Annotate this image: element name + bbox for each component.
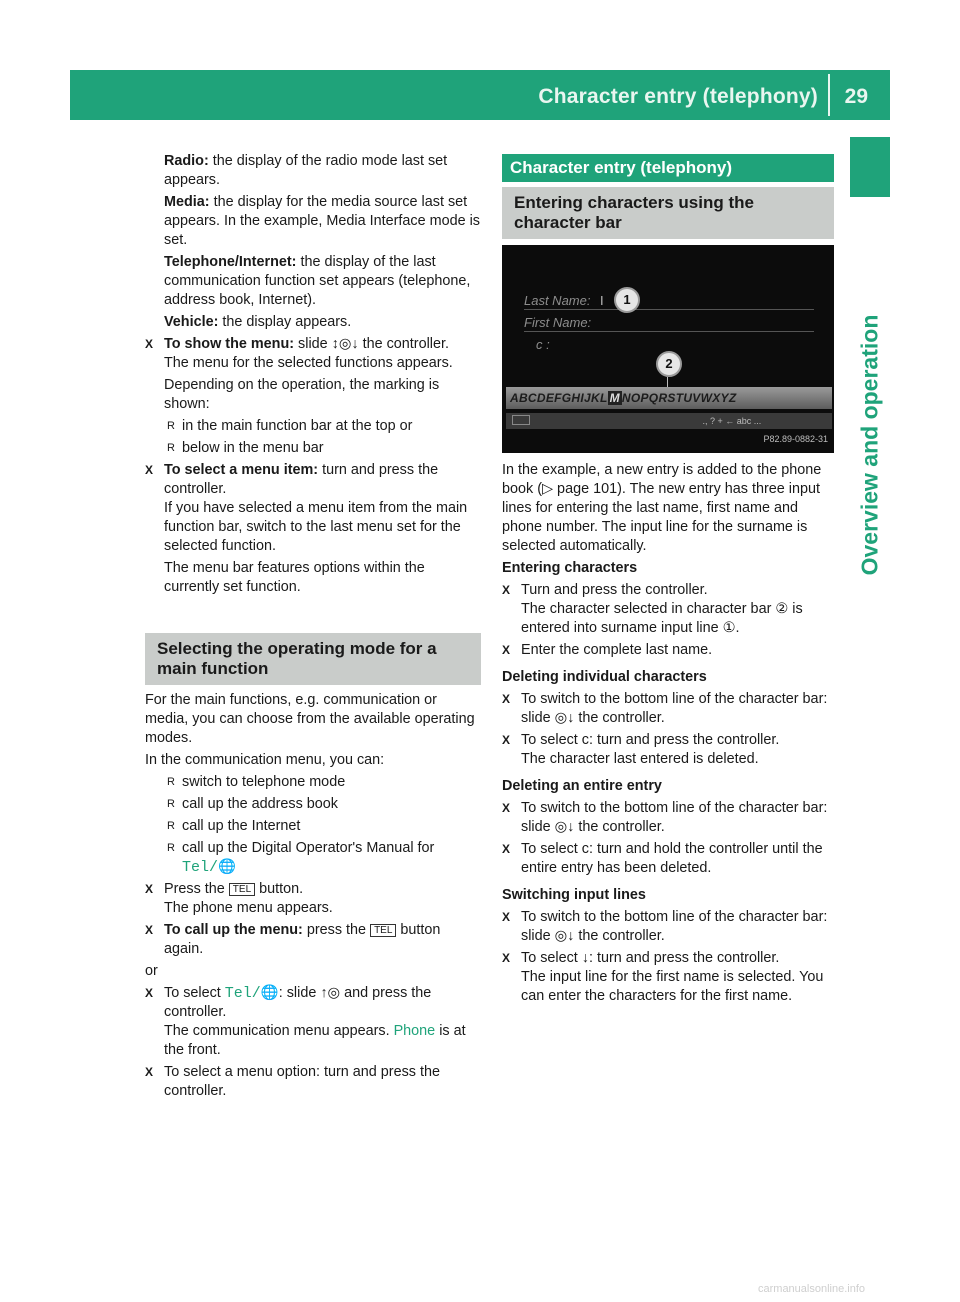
bullet-icon: R [167, 798, 175, 810]
list-item: R call up the address book [167, 796, 338, 812]
telephone-para: Telephone/Internet: the display of the last communication function set appears (telephone, address book, Internet). [164, 254, 471, 308]
character-bar: ABCDEFGHIJKL M NOPQRSTUVWXYZ [506, 387, 832, 409]
globe-icon: 🌐 [218, 859, 236, 875]
step: X To select c: turn and hold the controller until the entire entry has been deleted. [502, 841, 823, 876]
bullet-icon: R [167, 842, 175, 854]
tel-key-icon: TEL [229, 883, 255, 896]
list-item: R below in the menu bar [167, 440, 324, 456]
step-marker-icon: X [145, 1065, 154, 1079]
step: X To switch to the bottom line of the character bar: slide ◎↓ the controller. [502, 909, 828, 944]
bullet-icon: R [167, 442, 175, 454]
left-column [145, 152, 481, 1104]
step-select-option: X To select a menu option: turn and press the controller. [145, 1064, 440, 1099]
step-note: The menu bar features options within the currently set function. [164, 560, 425, 595]
phone-label: c : [536, 337, 550, 352]
step-select-menu-item: X To select a menu item: turn and press the controller. If you have selected a menu item from the main function bar, switch to the last menu set for the selected function. The menu bar features options within the currently set function. [145, 461, 481, 597]
vehicle-para: Vehicle: the display appears. [164, 314, 352, 330]
step-note: Depending on the operation, the marking is shown: [164, 377, 440, 412]
paragraph: In the example, a new entry is added to the phone book (▷ page 101). The new entry has three input lines for entering the last name, first name and phone number. The input line for the surname is selected automatically. [502, 462, 822, 554]
list-item: R in the main function bar at the top or [167, 418, 413, 434]
step-marker-icon: X [502, 951, 511, 965]
list-item: R switch to telephone mode [167, 774, 346, 790]
bullet-icon: R [167, 776, 175, 788]
callout-2: 2 [656, 351, 682, 377]
step-marker-icon: X [502, 643, 511, 657]
step: X To switch to the bottom line of the character bar: slide ◎↓ the controller. [502, 691, 828, 726]
globe-icon: 🌐 [260, 985, 279, 1001]
step-press-tel: X Press the TEL button. The phone menu appears. [145, 881, 333, 916]
page-number: 29 [844, 85, 868, 108]
callout-1: 1 [614, 287, 640, 313]
header-bar [70, 70, 890, 120]
list-item: R call up the Digital Operator's Manual for Tel/🌐 [167, 840, 435, 876]
radio-para: Radio: the display of the radio mode last set appears. [164, 153, 448, 188]
step: X To select c: turn and press the controller. The character last entered is deleted. [502, 732, 780, 767]
step: X Enter the complete last name. [502, 642, 713, 658]
input-line [524, 331, 814, 332]
step-marker-icon: X [502, 910, 511, 924]
step-marker-icon: X [502, 692, 511, 706]
step: X To switch to the bottom line of the character bar: slide ◎↓ the controller. [502, 800, 828, 835]
input-line [524, 309, 814, 310]
side-label-text: Overview and operation [856, 314, 883, 576]
footer-watermark: carmanualsonline.info [758, 1283, 866, 1295]
step-marker-icon: X [502, 583, 511, 597]
selected-character: M [609, 391, 620, 405]
subheading: Deleting individual characters [502, 669, 707, 685]
paragraph: In the communication menu, you can: [145, 752, 385, 768]
step-marker-icon: X [502, 733, 511, 747]
first-name-label: First Name: [524, 315, 592, 330]
step-marker-icon: X [502, 801, 511, 815]
cursor: I [600, 293, 604, 308]
step-marker-icon: X [145, 463, 154, 477]
step-call-up-menu: X To call up the menu: press the TEL button again. [145, 922, 441, 957]
list-item: R call up the Internet [167, 818, 301, 834]
callout-leader [667, 377, 668, 387]
step: X To select ↓: turn and press the controller. The input line for the first name is selected. You can enter the characters for the first name. [502, 950, 824, 1004]
step-show-menu: X To show the menu: slide ↕◎↓ the controller. The menu for the selected functions appears. Depending on the operation, the marking is shown: [145, 335, 481, 414]
controller-slide-icon: ↕◎↓ [331, 336, 359, 352]
step-marker-icon: X [145, 337, 154, 351]
step-marker-icon: X [145, 882, 154, 896]
sub-heading: Entering characters using the character bar [502, 187, 834, 239]
or-text: or [145, 963, 158, 979]
section-title: Character entry (telephony) [502, 154, 834, 182]
subheading: Deleting an entire entry [502, 778, 662, 794]
paragraph: For the main functions, e.g. communication or media, you can choose from the available operating modes. [145, 692, 475, 746]
side-label [846, 205, 894, 685]
right-column [502, 154, 834, 1009]
screen-image [502, 245, 834, 453]
media-para: Media: the display for the media source last set appears. In the example, Media Interface mode is set. [164, 194, 480, 248]
header-separator [828, 74, 830, 116]
step-marker-icon: X [145, 986, 154, 1000]
step: X Turn and press the controller. The character selected in character bar ② is entered into surname input line ①. [502, 582, 803, 636]
last-name-label: Last Name: [524, 293, 591, 308]
section-heading-operating-mode: Selecting the operating mode for a main function [145, 633, 481, 685]
bullet-icon: R [167, 420, 175, 432]
tel-key-icon: TEL [370, 924, 396, 937]
step-select-tel: X To select Tel/🌐: slide ↑◎ and press the controller. The communication menu appears. Phone is at the front. [145, 985, 466, 1058]
image-code: P82.89-0882-31 [763, 434, 828, 444]
bullet-icon: R [167, 820, 175, 832]
subheading: Entering characters [502, 560, 638, 576]
controller-slide-icon: ↑◎ [320, 985, 341, 1001]
page-title: Character entry (telephony) [538, 85, 818, 108]
side-tab [850, 137, 890, 197]
menu-icon [512, 415, 530, 425]
bottom-menu-bar: ., ? + ← abc ... [506, 413, 832, 429]
subheading: Switching input lines [502, 887, 646, 903]
step-marker-icon: X [145, 923, 154, 937]
step-marker-icon: X [502, 842, 511, 856]
